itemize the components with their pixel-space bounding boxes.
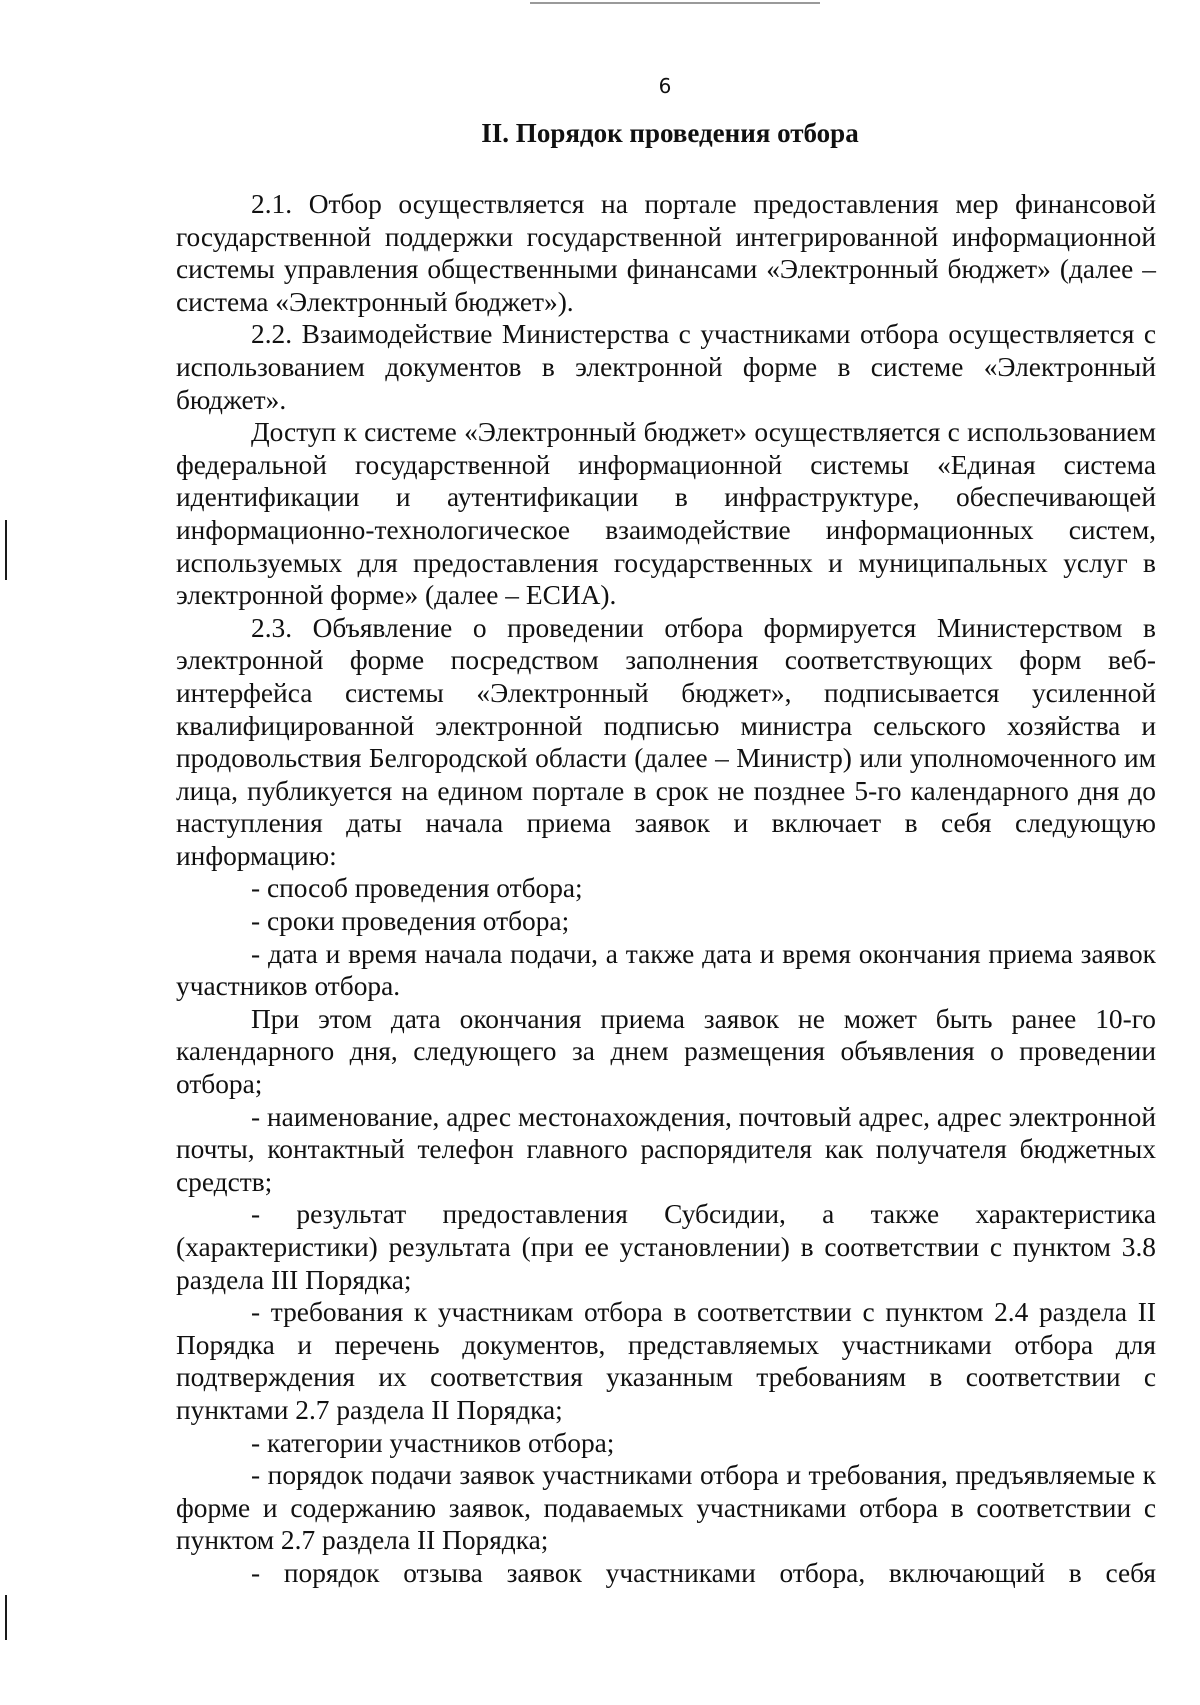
list-item: - порядок отзыва заявок участниками отбора, включающий в себя (251, 1557, 1156, 1588)
list-item: - наименование, адрес местонахождения, почтовый адрес, адрес электронной почты, контактный телефон главного распорядителя как получателя бюджетных средств; (176, 1101, 1156, 1197)
section-title: II. Порядок проведения отбора (481, 118, 859, 148)
list-item: - результат предоставления Субсидии, а также характеристика (характеристики) результата (при ее установлении) в соответствии с пунктом 3.8 раздела III Порядка; (176, 1199, 1156, 1295)
paragraph-2-1: 2.1. Отбор осуществляется на портале предоставления мер финансовой государственной поддержки государственной интегрированной информационной системы управления общественными финансами «Электронный бюджет» (далее – система «Электронный бюджет»). (176, 189, 1156, 317)
list-item: - сроки проведения отбора; (251, 906, 570, 937)
list-item: - способ проведения отбора; (251, 873, 583, 904)
scan-artifact-top-line (530, 2, 820, 4)
list-item: - категории участников отбора; (251, 1427, 615, 1458)
page-number: 6 (658, 74, 672, 98)
paragraph-deadline: При этом дата окончания приема заявок не может быть ранее 10-го календарного дня, следующего за днем размещения объявления о проведении отбора; (176, 1003, 1156, 1100)
list-item: - требования к участникам отбора в соответствии с пунктом 2.4 раздела II Порядка и перечень документов, представляемых участниками отбора для подтверждения их соответствия указанным требованиям в соответствии с пунктами 2.7 раздела II Порядка; (176, 1297, 1156, 1425)
scan-artifact-left-edge (5, 1595, 7, 1640)
list-item: - порядок подачи заявок участниками отбора и требования, предъявляемые к форме и содержанию заявок, подаваемых участниками отбора в соответствии с пунктом 2.7 раздела II Порядка; (176, 1460, 1156, 1556)
paragraph-access: Доступ к системе «Электронный бюджет» осуществляется с использованием федеральной государственной информационной системы «Единая система идентификации и аутентификации в инфраструктуре, обеспечивающей информационно-технологическое взаимодействие информационных систем, используемых для предоставления государственных и муниципальных услуг в электронной форме» (далее – ЕСИА). (176, 417, 1156, 611)
document-body (176, 188, 1156, 1590)
list-item: - дата и время начала подачи, а также дата и время окончания приема заявок участников отбора. (176, 938, 1156, 1002)
paragraph-2-3: 2.3. Объявление о проведении отбора формируется Министерством в электронной форме посредством заполнения соответствующих форм веб-интерфейса системы «Электронный бюджет», подписывается усиленной квалифицированной электронной подписью министра сельского хозяйства и продовольствия Белгородской области (далее – Министр) или уполномоченного им лица, публикуется на едином портале в срок не позднее 5-го календарного дня до наступления даты начала приема заявок и включает в себя следующую информацию: (176, 612, 1156, 871)
scan-artifact-left-edge (5, 520, 7, 580)
paragraph-2-2: 2.2. Взаимодействие Министерства с участниками отбора осуществляется с использованием документов в электронной форме в системе «Электронный бюджет». (176, 319, 1156, 415)
